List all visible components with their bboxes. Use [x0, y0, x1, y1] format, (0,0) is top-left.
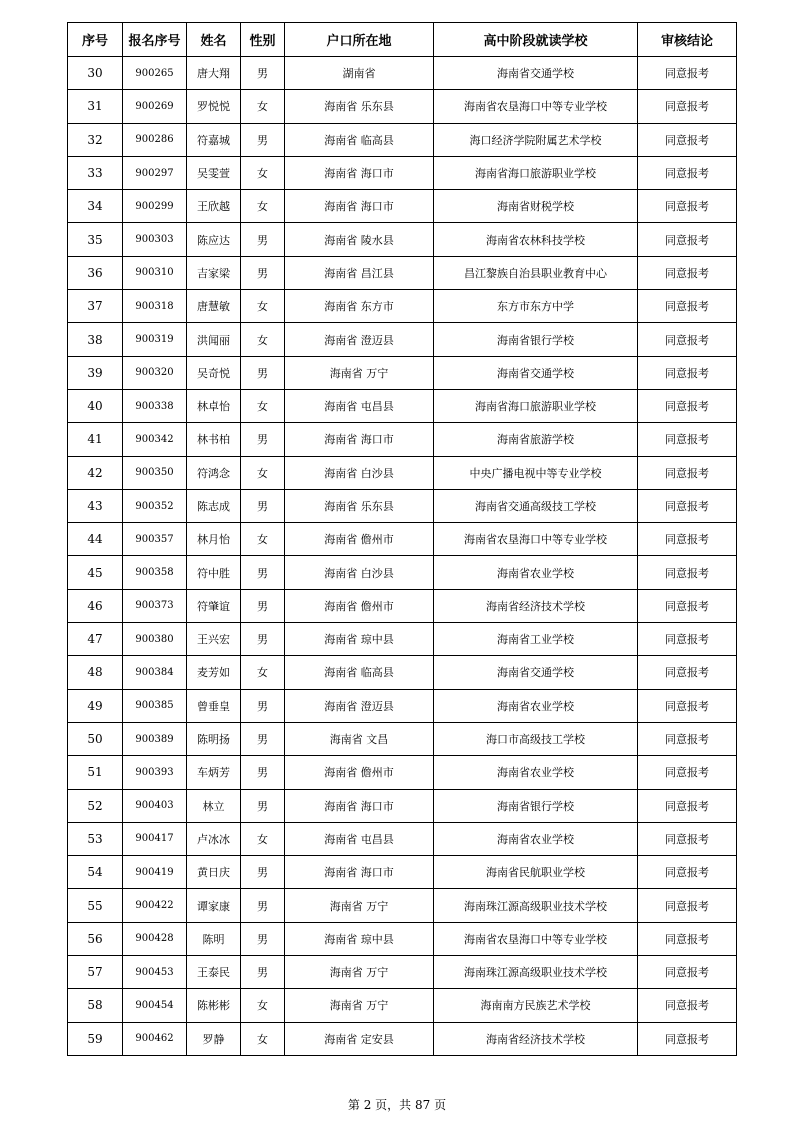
cell-seq: 32: [68, 123, 123, 156]
cell-name: 符肇谊: [187, 589, 241, 622]
cell-household: 海南省 屯昌县: [285, 822, 434, 855]
cell-result: 同意报考: [638, 123, 737, 156]
cell-gender: 女: [241, 290, 285, 323]
cell-name: 陈应达: [187, 223, 241, 256]
cell-reg-no: 900286: [123, 123, 187, 156]
cell-name: 吉家梁: [187, 256, 241, 289]
cell-name: 陈彬彬: [187, 989, 241, 1022]
cell-gender: 男: [241, 556, 285, 589]
cell-household: 海南省 儋州市: [285, 523, 434, 556]
cell-gender: 男: [241, 123, 285, 156]
cell-household: 海南省 海口市: [285, 190, 434, 223]
cell-gender: 女: [241, 523, 285, 556]
cell-seq: 46: [68, 589, 123, 622]
cell-gender: 女: [241, 1022, 285, 1055]
cell-gender: 女: [241, 822, 285, 855]
cell-gender: 男: [241, 256, 285, 289]
cell-gender: 女: [241, 989, 285, 1022]
cell-seq: 34: [68, 190, 123, 223]
cell-seq: 58: [68, 989, 123, 1022]
cell-gender: 男: [241, 956, 285, 989]
cell-result: 同意报考: [638, 190, 737, 223]
table-row: [68, 889, 737, 922]
cell-school: 海南省工业学校: [434, 623, 638, 656]
cell-household: 海南省 海口市: [285, 789, 434, 822]
cell-result: 同意报考: [638, 623, 737, 656]
cell-name: 曾垂皇: [187, 689, 241, 722]
header-row: [68, 23, 737, 57]
cell-household: 海南省 儋州市: [285, 589, 434, 622]
table-row: [68, 756, 737, 789]
cell-seq: 44: [68, 523, 123, 556]
cell-result: 同意报考: [638, 889, 737, 922]
cell-gender: 男: [241, 722, 285, 755]
cell-reg-no: 900352: [123, 489, 187, 522]
cell-household: 海南省 万宁: [285, 989, 434, 1022]
cell-result: 同意报考: [638, 689, 737, 722]
cell-reg-no: 900338: [123, 389, 187, 422]
cell-reg-no: 900373: [123, 589, 187, 622]
cell-household: 海南省 琼中县: [285, 623, 434, 656]
cell-gender: 女: [241, 190, 285, 223]
cell-school: 海南省农垦海口中等专业学校: [434, 922, 638, 955]
cell-name: 黄日庆: [187, 856, 241, 889]
cell-name: 符鸿念: [187, 456, 241, 489]
cell-name: 罗悦悦: [187, 90, 241, 123]
cell-school: 海南省经济技术学校: [434, 589, 638, 622]
table-row: [68, 989, 737, 1022]
cell-name: 罗静: [187, 1022, 241, 1055]
cell-name: 陈明扬: [187, 722, 241, 755]
cell-household: 海南省 白沙县: [285, 556, 434, 589]
cell-seq: 49: [68, 689, 123, 722]
cell-seq: 36: [68, 256, 123, 289]
table-row: [68, 156, 737, 189]
cell-seq: 31: [68, 90, 123, 123]
table-row: [68, 689, 737, 722]
cell-household: 海南省 文昌: [285, 722, 434, 755]
cell-result: 同意报考: [638, 589, 737, 622]
cell-gender: 男: [241, 356, 285, 389]
cell-school: 海南省财税学校: [434, 190, 638, 223]
table-row: [68, 523, 737, 556]
cell-reg-no: 900357: [123, 523, 187, 556]
cell-school: 海南省银行学校: [434, 323, 638, 356]
cell-seq: 41: [68, 423, 123, 456]
cell-result: 同意报考: [638, 323, 737, 356]
cell-seq: 53: [68, 822, 123, 855]
cell-seq: 57: [68, 956, 123, 989]
cell-gender: 女: [241, 656, 285, 689]
cell-reg-no: 900265: [123, 57, 187, 90]
table-row: [68, 456, 737, 489]
cell-reg-no: 900310: [123, 256, 187, 289]
cell-household: 海南省 万宁: [285, 356, 434, 389]
cell-reg-no: 900417: [123, 822, 187, 855]
cell-reg-no: 900358: [123, 556, 187, 589]
cell-reg-no: 900380: [123, 623, 187, 656]
cell-household: 海南省 澄迈县: [285, 689, 434, 722]
table-row: [68, 323, 737, 356]
cell-gender: 男: [241, 223, 285, 256]
cell-name: 陈明: [187, 922, 241, 955]
cell-reg-no: 900385: [123, 689, 187, 722]
table-row: [68, 423, 737, 456]
table-row: [68, 722, 737, 755]
header-name: 姓名: [187, 23, 241, 57]
cell-household: 海南省 万宁: [285, 956, 434, 989]
cell-school: 海南省海口旅游职业学校: [434, 389, 638, 422]
cell-gender: 男: [241, 623, 285, 656]
cell-household: 海南省 陵水县: [285, 223, 434, 256]
cell-school: 海南省交通高级技工学校: [434, 489, 638, 522]
cell-school: 海南南方民族艺术学校: [434, 989, 638, 1022]
cell-seq: 59: [68, 1022, 123, 1055]
cell-school: 海南省农业学校: [434, 822, 638, 855]
cell-result: 同意报考: [638, 822, 737, 855]
cell-seq: 38: [68, 323, 123, 356]
cell-household: 海南省 万宁: [285, 889, 434, 922]
cell-reg-no: 900389: [123, 722, 187, 755]
cell-seq: 37: [68, 290, 123, 323]
cell-seq: 56: [68, 922, 123, 955]
cell-school: 海南省海口旅游职业学校: [434, 156, 638, 189]
cell-name: 林卓怡: [187, 389, 241, 422]
header-gender: 性别: [241, 23, 285, 57]
cell-household: 海南省 海口市: [285, 856, 434, 889]
cell-reg-no: 900393: [123, 756, 187, 789]
cell-name: 符中胜: [187, 556, 241, 589]
cell-seq: 35: [68, 223, 123, 256]
cell-name: 陈志成: [187, 489, 241, 522]
cell-gender: 女: [241, 323, 285, 356]
cell-household: 海南省 澄迈县: [285, 323, 434, 356]
cell-reg-no: 900462: [123, 1022, 187, 1055]
table-row: [68, 556, 737, 589]
cell-school: 海南省旅游学校: [434, 423, 638, 456]
cell-household: 海南省 海口市: [285, 423, 434, 456]
cell-result: 同意报考: [638, 789, 737, 822]
cell-result: 同意报考: [638, 90, 737, 123]
cell-household: 海南省 定安县: [285, 1022, 434, 1055]
cell-name: 唐大翔: [187, 57, 241, 90]
cell-result: 同意报考: [638, 156, 737, 189]
cell-reg-no: 900384: [123, 656, 187, 689]
cell-result: 同意报考: [638, 922, 737, 955]
table-row: [68, 90, 737, 123]
cell-school: 海南省农林科技学校: [434, 223, 638, 256]
cell-seq: 40: [68, 389, 123, 422]
cell-school: 海南省经济技术学校: [434, 1022, 638, 1055]
cell-reg-no: 900422: [123, 889, 187, 922]
cell-school: 中央广播电视中等专业学校: [434, 456, 638, 489]
cell-school: 海南省农业学校: [434, 556, 638, 589]
cell-gender: 男: [241, 756, 285, 789]
cell-result: 同意报考: [638, 722, 737, 755]
table-row: [68, 656, 737, 689]
cell-gender: 男: [241, 789, 285, 822]
cell-result: 同意报考: [638, 489, 737, 522]
cell-result: 同意报考: [638, 523, 737, 556]
cell-household: 海南省 白沙县: [285, 456, 434, 489]
cell-gender: 男: [241, 423, 285, 456]
cell-school: 海南省交通学校: [434, 57, 638, 90]
cell-school: 海南珠江源高级职业技术学校: [434, 956, 638, 989]
cell-gender: 男: [241, 489, 285, 522]
cell-gender: 女: [241, 389, 285, 422]
cell-school: 海南省农业学校: [434, 689, 638, 722]
header-school: 高中阶段就读学校: [434, 23, 638, 57]
cell-name: 卢冰冰: [187, 822, 241, 855]
table-row: [68, 356, 737, 389]
cell-school: 海南省农业学校: [434, 756, 638, 789]
cell-reg-no: 900350: [123, 456, 187, 489]
cell-result: 同意报考: [638, 223, 737, 256]
cell-name: 吴雯萱: [187, 156, 241, 189]
table-row: [68, 623, 737, 656]
cell-household: 海南省 乐东县: [285, 489, 434, 522]
cell-name: 林月怡: [187, 523, 241, 556]
cell-household: 海南省 屯昌县: [285, 389, 434, 422]
cell-seq: 51: [68, 756, 123, 789]
cell-name: 林书柏: [187, 423, 241, 456]
cell-reg-no: 900299: [123, 190, 187, 223]
cell-household: 海南省 昌江县: [285, 256, 434, 289]
cell-seq: 39: [68, 356, 123, 389]
table-row: [68, 1022, 737, 1055]
cell-name: 符嘉城: [187, 123, 241, 156]
cell-seq: 42: [68, 456, 123, 489]
cell-gender: 男: [241, 689, 285, 722]
cell-household: 湖南省: [285, 57, 434, 90]
cell-household: 海南省 临高县: [285, 656, 434, 689]
cell-result: 同意报考: [638, 556, 737, 589]
cell-seq: 55: [68, 889, 123, 922]
cell-name: 王兴宏: [187, 623, 241, 656]
table-row: [68, 389, 737, 422]
cell-reg-no: 900297: [123, 156, 187, 189]
cell-school: 东方市东方中学: [434, 290, 638, 323]
cell-seq: 43: [68, 489, 123, 522]
cell-result: 同意报考: [638, 989, 737, 1022]
cell-reg-no: 900454: [123, 989, 187, 1022]
cell-reg-no: 900269: [123, 90, 187, 123]
cell-gender: 男: [241, 856, 285, 889]
cell-seq: 50: [68, 722, 123, 755]
cell-name: 洪闻丽: [187, 323, 241, 356]
cell-name: 王欣越: [187, 190, 241, 223]
cell-seq: 48: [68, 656, 123, 689]
cell-household: 海南省 儋州市: [285, 756, 434, 789]
cell-seq: 54: [68, 856, 123, 889]
cell-name: 王泰民: [187, 956, 241, 989]
cell-household: 海南省 琼中县: [285, 922, 434, 955]
cell-gender: 女: [241, 456, 285, 489]
table-row: [68, 856, 737, 889]
cell-reg-no: 900318: [123, 290, 187, 323]
cell-school: 海南省民航职业学校: [434, 856, 638, 889]
header-result: 审核结论: [638, 23, 737, 57]
cell-result: 同意报考: [638, 956, 737, 989]
applicant-table: [67, 22, 737, 1056]
cell-name: 林立: [187, 789, 241, 822]
cell-reg-no: 900303: [123, 223, 187, 256]
cell-result: 同意报考: [638, 290, 737, 323]
cell-reg-no: 900419: [123, 856, 187, 889]
table-row: [68, 789, 737, 822]
cell-gender: 男: [241, 589, 285, 622]
cell-reg-no: 900428: [123, 922, 187, 955]
cell-school: 海南珠江源高级职业技术学校: [434, 889, 638, 922]
cell-gender: 男: [241, 889, 285, 922]
cell-household: 海南省 临高县: [285, 123, 434, 156]
table-row: [68, 57, 737, 90]
cell-result: 同意报考: [638, 256, 737, 289]
cell-seq: 52: [68, 789, 123, 822]
cell-school: 海南省银行学校: [434, 789, 638, 822]
table-row: [68, 822, 737, 855]
cell-seq: 45: [68, 556, 123, 589]
cell-school: 海南省交通学校: [434, 356, 638, 389]
table-row: [68, 489, 737, 522]
header-seq: 序号: [68, 23, 123, 57]
header-household: 户口所在地: [285, 23, 434, 57]
cell-name: 谭家康: [187, 889, 241, 922]
cell-result: 同意报考: [638, 423, 737, 456]
table-row: [68, 589, 737, 622]
table-row: [68, 290, 737, 323]
cell-result: 同意报考: [638, 856, 737, 889]
cell-result: 同意报考: [638, 57, 737, 90]
cell-household: 海南省 东方市: [285, 290, 434, 323]
cell-gender: 女: [241, 156, 285, 189]
cell-school: 昌江黎族自治县职业教育中心: [434, 256, 638, 289]
cell-result: 同意报考: [638, 756, 737, 789]
cell-household: 海南省 海口市: [285, 156, 434, 189]
cell-gender: 男: [241, 57, 285, 90]
cell-school: 海南省交通学校: [434, 656, 638, 689]
cell-household: 海南省 乐东县: [285, 90, 434, 123]
cell-reg-no: 900403: [123, 789, 187, 822]
cell-reg-no: 900453: [123, 956, 187, 989]
table-row: [68, 223, 737, 256]
cell-school: 海口市高级技工学校: [434, 722, 638, 755]
table-row: [68, 922, 737, 955]
cell-seq: 47: [68, 623, 123, 656]
cell-gender: 女: [241, 90, 285, 123]
table-row: [68, 256, 737, 289]
cell-name: 车炳芳: [187, 756, 241, 789]
cell-result: 同意报考: [638, 389, 737, 422]
cell-seq: 33: [68, 156, 123, 189]
table-row: [68, 123, 737, 156]
cell-reg-no: 900342: [123, 423, 187, 456]
cell-gender: 男: [241, 922, 285, 955]
cell-seq: 30: [68, 57, 123, 90]
cell-school: 海南省农垦海口中等专业学校: [434, 90, 638, 123]
cell-reg-no: 900319: [123, 323, 187, 356]
cell-result: 同意报考: [638, 656, 737, 689]
cell-result: 同意报考: [638, 456, 737, 489]
table-row: [68, 956, 737, 989]
page-footer: 第 2 页，共 87 页: [347, 1098, 447, 1112]
cell-school: 海口经济学院附属艺术学校: [434, 123, 638, 156]
cell-result: 同意报考: [638, 1022, 737, 1055]
cell-school: 海南省农垦海口中等专业学校: [434, 523, 638, 556]
cell-reg-no: 900320: [123, 356, 187, 389]
header-reg-no: 报名序号: [123, 23, 187, 57]
cell-result: 同意报考: [638, 356, 737, 389]
cell-name: 吴奇悦: [187, 356, 241, 389]
cell-name: 唐慧敏: [187, 290, 241, 323]
table-row: [68, 190, 737, 223]
cell-name: 麦芳如: [187, 656, 241, 689]
